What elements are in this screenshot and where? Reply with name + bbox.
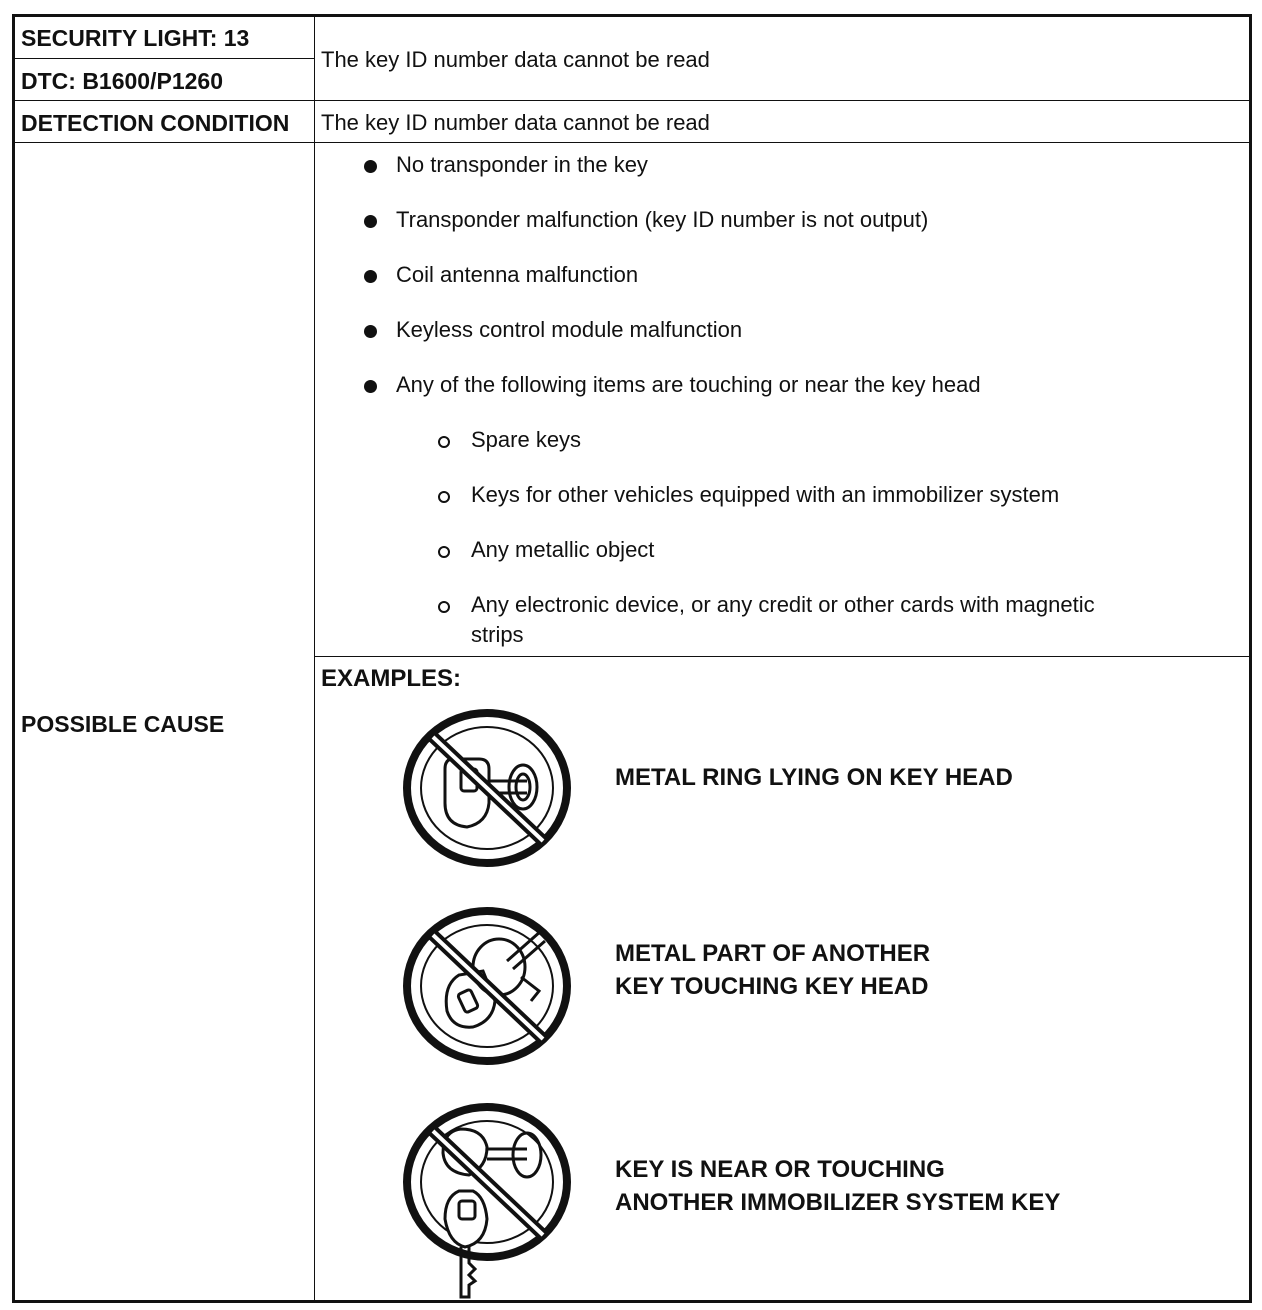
example-caption-line: KEY TOUCHING KEY HEAD (615, 973, 929, 1000)
bullet-dot (364, 160, 377, 173)
row-divider (15, 58, 314, 59)
example-caption-line: METAL PART OF ANOTHER (615, 940, 931, 967)
bullet-dot (364, 215, 377, 228)
security-light-label: SECURITY LIGHT: 13 (21, 25, 250, 51)
list-item: Any metallic object (471, 537, 655, 562)
row-divider (15, 142, 1249, 143)
row-divider (314, 656, 1249, 657)
diagnostic-table (12, 14, 1252, 1303)
list-item: Any of the following items are touching or near the key head (396, 372, 981, 397)
list-item: Transponder malfunction (key ID number is not output) (396, 207, 929, 232)
example-caption (615, 761, 1013, 794)
no-key-contact-icon (403, 905, 575, 1067)
detection-condition-label: DETECTION CONDITION (21, 110, 290, 136)
list-item: Any electronic device, or any credit or other cards with magnetic (471, 592, 1095, 617)
example-caption-line: KEY IS NEAR OR TOUCHING (615, 1156, 945, 1183)
examples-title: EXAMPLES: (321, 665, 462, 692)
bullet-circle (438, 436, 450, 448)
list-item: Keys for other vehicles equipped with an immobilizer system (471, 482, 1060, 507)
dtc-description: The key ID number data cannot be read (321, 47, 710, 72)
row-divider (15, 100, 1249, 101)
bullet-dot (364, 325, 377, 338)
dtc-label: DTC: B1600/P1260 (21, 68, 223, 94)
list-item: Keyless control module malfunction (396, 317, 743, 342)
bullet-dot (364, 270, 377, 283)
bullet-circle (438, 491, 450, 503)
bullet-circle (438, 601, 450, 613)
example-caption (615, 1153, 1060, 1219)
list-item-continuation: strips (471, 622, 524, 647)
example-caption-line: METAL RING LYING ON KEY HEAD (615, 764, 1013, 791)
example-caption (615, 937, 930, 1003)
list-item: Spare keys (471, 427, 582, 452)
no-immobilizer-key-icon (403, 1101, 575, 1301)
bullet-dot (364, 380, 377, 393)
example-caption-line: ANOTHER IMMOBILIZER SYSTEM KEY (615, 1189, 1061, 1216)
list-item: Coil antenna malfunction (396, 262, 639, 287)
list-item: No transponder in the key (396, 152, 648, 177)
no-metal-ring-icon (403, 707, 575, 869)
possible-cause-label: POSSIBLE CAUSE (21, 711, 225, 737)
detection-condition-value: The key ID number data cannot be read (321, 110, 710, 135)
column-divider (314, 17, 315, 1300)
bullet-circle (438, 546, 450, 558)
